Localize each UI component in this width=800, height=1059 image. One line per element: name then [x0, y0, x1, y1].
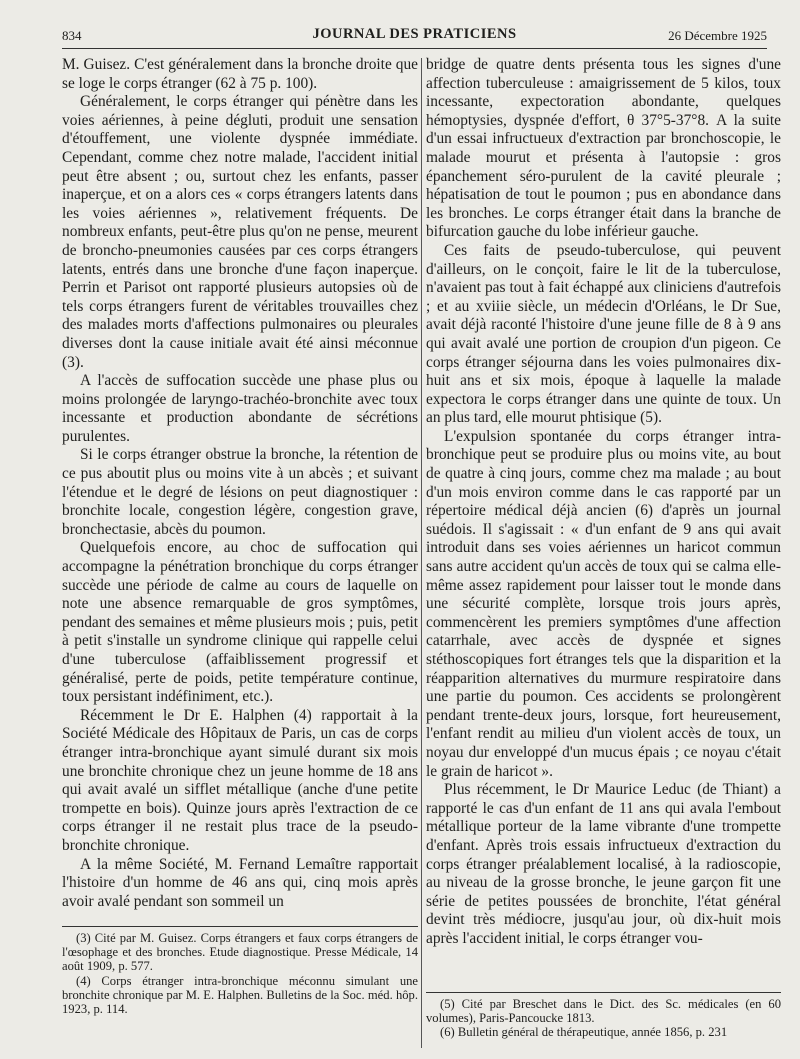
- paragraph: Plus récemment, le Dr Maurice Leduc (de Thiant) a rapporté le cas d'un enfant de 11 ans qui avala l'embout métallique porteur de la lame vibrante d'une trompette d'enfant. Après trois essais infructueux d'extraction du corps étranger préalablement localisé, à la radioscopie, au niveau de la grosse bronche, le jeune garçon fit une série de petites poussées de bronchite, l'état général devint très médiocre, jusqu'au jour, où dix-huit mois après l'accident initial, le corps étranger vou-: [426, 781, 781, 947]
- paragraph: L'expulsion spontanée du corps étranger intra-bronchique peut se produire plus ou moins vite, au bout de quatre à cinq jours, comme chez ma malade ; au bout d'un mois environ comme dans le cas rapporté par un répertoire médical déjà ancien (6) d'après un journal suédois. Il s'agissait : « d'un enfant de 9 ans qui avait introduit dans ses voies aériennes un haricot commun sans autre accident qu'un accès de toux qui se calma elle-même assez rapidement pour laisser tout le monde dans une sécurité complète, lorsque trois jours après, commencèrent les premiers symptômes d'une affection catarrhale, avec accès de dyspnée et signes stéthoscopiques fort étranges tels que la disparition et la réapparition alternatives du murmure respiratoire dans une partie du poumon. Ces accidents se prolongèrent pendant trente-deux jours, lorsque, fort heureusement, l'enfant rendit au milieu d'un violent accès de toux, un noyau dur enveloppé d'un mucus épais ; ce noyau c'était le grain de haricot ».: [426, 427, 781, 780]
- paragraph: Ces faits de pseudo-tuberculose, qui peuvent d'ailleurs, on le conçoit, faire le lit de la tuberculose, n'avaient pas tout à fait échappé aux cliniciens d'autrefois ; et au xviiie siècle, un médecin d'Orléans, le Dr Sue, avait déjà raconté l'histoire d'une jeune fille de 8 à 9 ans qui avait avalé une portion de croupion d'un pigeon. Ce corps étranger séjourna dans les voies pulmonaires dix-huit ans et six mois, époque à laquelle la malade expectora le corps étranger dans une quinte de toux. Un an plus tard, elle mourut phtisique (5).: [426, 241, 781, 427]
- paragraph: M. Guisez. C'est généralement dans la bronche droite que se loge le corps étranger (62 à 75 p. 100).: [62, 56, 418, 92]
- paragraph: Si le corps étranger obstrue la bronche, la rétention de ce pus aboutit plus ou moins vite à un abcès ; et suivant l'étendue et le degré de lésions on peut diagnostiquer : bronchite locale, congestion légère, congestion grave, bronchectasie, abcès du poumon.: [62, 446, 418, 538]
- footnote-4: (4) Corps étranger intra-bronchique méconnu simulant une bronchite chronique par M. E. Halphen. Bulletins de la Soc. méd. hôp. 1923, p. 114.: [62, 973, 418, 1017]
- paragraph: Récemment le Dr E. Halphen (4) rapportait à la Société Médicale des Hôpitaux de Paris, un cas de corps étranger intra-bronchique ayant simulé durant six mois une bronchite chronique chez un jeune homme de 18 ans qui avait avalé un sifflet métallique (anche d'une petite trompette en bois). Quinze jours après l'extraction de ce corps étranger il ne restait plus trace de la pseudo-bronchite chronique.: [62, 706, 418, 854]
- column-divider: [421, 58, 422, 1048]
- footnote-5: (5) Cité par Breschet dans le Dict. des Sc. médicales (en 60 volumes), Paris-Pancoucke 1813.: [426, 997, 781, 1026]
- journal-title: JOURNAL DES PRATICIENS: [312, 26, 517, 42]
- paragraph: A la même Société, M. Fernand Lemaître rapportait l'histoire d'un homme de 46 ans qui, cinq mois après avoir avalé pendant son sommeil un: [62, 855, 418, 910]
- left-column: [62, 56, 418, 911]
- right-column: [426, 56, 781, 949]
- issue-date: 26 Décembre 1925: [668, 28, 767, 43]
- footnote-3: (3) Cité par M. Guisez. Corps étrangers et faux corps étrangers de l'œsophage et des bronches. Etude diagnostique. Presse Médicale, 14 août 1909, p. 577.: [62, 931, 418, 974]
- paragraph: Généralement, le corps étranger qui pénètre dans les voies aériennes, à peine dégluti, produit une sensation d'étouffement, une violente dyspnée immédiate. Cependant, comme chez notre malade, l'accident initial peut être absent ; ou, surtout chez les enfants, passer inaperçue, et on a alors ces « corps étrangers latents dans les voies aériennes », relativement fréquents. De nombreux enfants, peut-être plus qu'on ne pense, meurent de broncho-pneumonies causées par ces corps étrangers latents, entrés dans une bronche d'une façon inaperçue. Perrin et Parisot ont rapporté plusieurs autopsies où de tels corps étrangers furent de véritables trouvailles chez des malades morts d'affections pulmonaires ou pleurales diverses dont la cause initiale avait été ainsi méconnue (3).: [62, 93, 418, 371]
- page-number: 834: [62, 28, 82, 43]
- paragraph: bridge de quatre dents présenta tous les signes d'une affection tuberculeuse : amaigrissement de 5 kilos, toux incessante, expectoration abondante, quelques hémoptysies, dyspnée d'effort, θ 37°5-37°8. A la suite d'un essai infructueux d'extraction par bronchoscopie, le malade mourut et présenta à l'autopsie : gros épanchement séro-purulent de la cavité pleurale ; hépatisation de tout le poumon ; pus en abondance dans les bronches. Le corps étranger était dans la branche de bifurcation gauche du lobe inférieur gauche.: [426, 56, 781, 241]
- page-header: [62, 26, 767, 49]
- footnotes-right: [426, 992, 781, 1040]
- footnotes-left: [62, 926, 418, 1016]
- footnote-6: (6) Bulletin général de thérapeutique, année 1856, p. 231: [440, 1025, 728, 1040]
- paragraph: A l'accès de suffocation succède une phase plus ou moins prolongée de laryngo-trachéo-bronchite avec toux incessante et production abondante de sécrétions purulentes.: [62, 372, 418, 445]
- paragraph: Quelquefois encore, au choc de suffocation qui accompagne la pénétration bronchique du corps étranger succède une période de calme au cours de laquelle on note une absence remarquable de gros symptômes, pendant des semaines et même plusieurs mois ; puis, petit à petit s'installe un syndrome clinique qui rappelle celui d'une tuberculose (affaiblissement progressif et généralisé, perte de poids, petite température continue, toux persistant indéfiniment, etc.).: [62, 539, 418, 706]
